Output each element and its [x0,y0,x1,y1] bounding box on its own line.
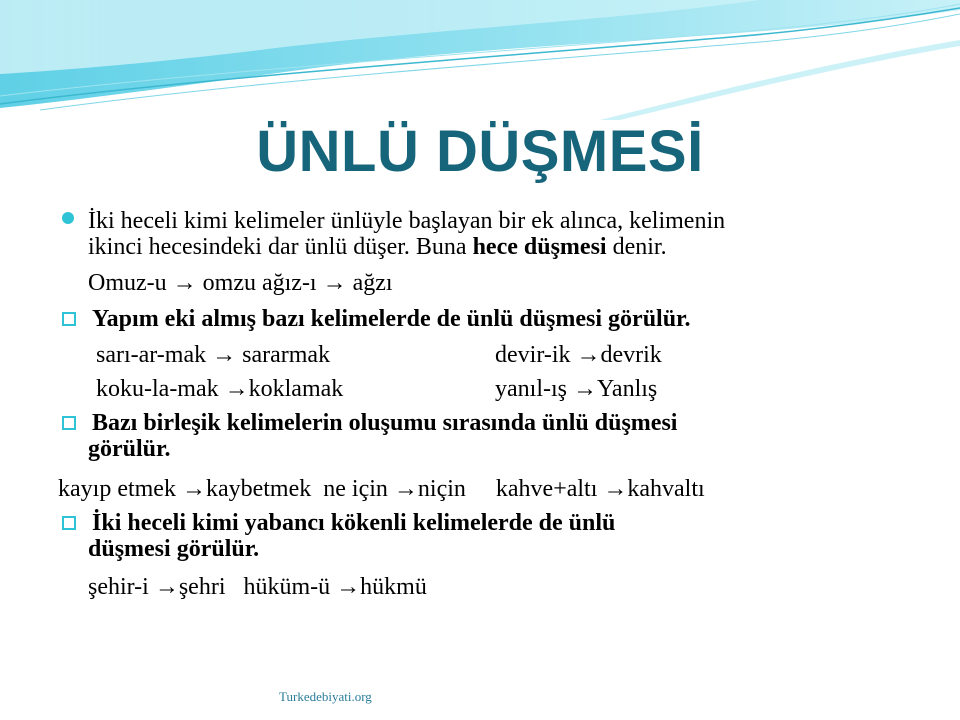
header-wave-decoration [0,0,960,120]
footer-source: Turkedebiyati.org [279,689,372,704]
section-1-heading: Yapım eki almış bazı kelimelerde de ünlü düşmesi görülür. [92,306,691,332]
section-1-example-2b: yanıl-ış →Yanlış [495,376,658,402]
section-2-examples: kayıp etmek →kaybetmek ne için →niçin kahve+altı →kahvaltı [58,476,705,502]
checkbox-bullet-icon [62,416,76,430]
section-1-example-2a: koku-la-mak →koklamak [96,376,344,402]
checkbox-bullet-icon [62,312,76,326]
section-3-examples: şehir-i →şehri hüküm-ü →hükmü [88,574,427,600]
section-1-example-1b: devir-ik →devrik [495,342,662,368]
paragraph-1-line-1: İki heceli kimi kelimeler ünlüyle başlayan bir ek alınca, kelimenin [88,208,726,234]
slide-title: ÜNLÜ DÜŞMESİ [256,119,704,184]
section-3-heading-line-1: İki heceli kimi yabancı kökenli kelimelerde de ünlü [92,510,616,536]
section-2-heading-line-2: görülür. [88,436,171,462]
checkbox-bullet-icon [62,516,76,530]
bullet-dot-icon [62,212,74,224]
paragraph-1-example: Omuz-u → omzu ağız-ı → ağzı [88,270,393,296]
paragraph-1-term: hece düşmesi [472,234,607,260]
section-2-heading-line-1: Bazı birleşik kelimelerin oluşumu sırasında ünlü düşmesi [92,410,678,436]
section-1-example-1a: sarı-ar-mak → sararmak [96,342,331,368]
section-3-heading-line-2: düşmesi görülür. [88,536,260,562]
paragraph-1-line-2 [88,234,667,260]
paragraph-1-text: ikinci hecesindeki dar ünlü düşer. Buna [88,234,473,260]
paragraph-1-text-end: denir. [606,234,667,260]
